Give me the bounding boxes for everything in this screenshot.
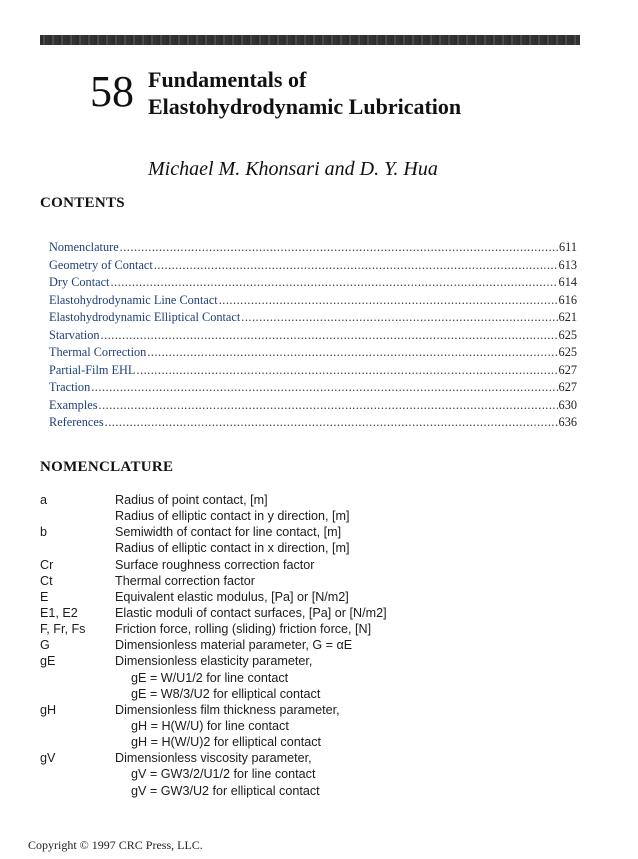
nomenclature-row: [40, 734, 600, 750]
nomenclature-symbol: a: [40, 493, 48, 507]
contents-item-page: 611: [559, 240, 577, 254]
contents-item-page: 627: [558, 362, 577, 377]
nomenclature-definition: Semiwidth of contact for line contact, [m]: [115, 525, 342, 540]
nomenclature-definition: gV = GW3/2/U1/2 for line contact: [131, 767, 316, 782]
contents-leader-dots: [154, 258, 558, 273]
nomenclature-definition: Radius of point contact, [m]: [115, 493, 268, 507]
nomenclature-definition: Radius of elliptic contact in x direction, [m]: [115, 541, 350, 556]
contents-item-label[interactable]: Starvation: [49, 327, 100, 342]
contents-item[interactable]: [49, 345, 577, 363]
nomenclature-symbol: E1, E2: [40, 605, 78, 620]
nomenclature-symbol: [40, 508, 115, 524]
nomenclature-row: [40, 637, 600, 653]
contents-item[interactable]: [49, 380, 577, 398]
nomenclature-heading: NOMENCLATURE: [40, 459, 174, 475]
contents-item-label[interactable]: Geometry of Contact: [49, 257, 153, 272]
nomenclature-symbol: [40, 766, 115, 782]
contents-item[interactable]: [49, 415, 577, 433]
nomenclature-symbol: [40, 718, 115, 734]
contents-item-label[interactable]: Partial-Film EHL: [49, 362, 136, 377]
nomenclature-definition: Thermal correction factor: [115, 573, 255, 588]
contents-item[interactable]: [49, 258, 577, 276]
nomenclature-symbol: b: [40, 525, 48, 540]
nomenclature-row: [40, 573, 600, 589]
nomenclature-definition: gH = H(W/U)2 for elliptical contact: [131, 735, 322, 750]
chapter-title-line2: Elastohydrodynamic Lubrication: [148, 94, 462, 119]
contents-leader-dots: [219, 293, 558, 308]
contents-item-page: 627: [558, 380, 577, 394]
nomenclature-row: [40, 783, 600, 799]
contents-item[interactable]: [49, 240, 577, 258]
nomenclature-definition: gE = W/U1/2 for line contact: [131, 670, 289, 685]
contents-leader-dots: [99, 398, 558, 413]
nomenclature-symbol: [40, 540, 115, 556]
nomenclature-symbol: Ct: [40, 573, 53, 588]
contents-leader-dots: [136, 363, 557, 378]
contents-item-page: 621: [558, 310, 577, 324]
contents-item-page: 636: [558, 415, 577, 429]
nomenclature-symbol: E: [40, 589, 49, 604]
copyright-notice: Copyright © 1997 CRC Press, LLC.: [28, 838, 203, 852]
contents-item[interactable]: [49, 275, 577, 293]
contents-list: [49, 240, 577, 433]
contents-item-page: 625: [558, 345, 577, 359]
contents-item-label[interactable]: Elastohydrodynamic Line Contact: [49, 292, 218, 307]
nomenclature-symbol: F, Fr, Fs: [40, 622, 86, 637]
nomenclature-definition: Radius of elliptic contact in y direction, [m]: [115, 509, 350, 524]
contents-leader-dots: [101, 328, 558, 343]
nomenclature-definition: gE = W8/3/U2 for elliptical contact: [131, 686, 321, 701]
contents-leader-dots: [91, 380, 557, 395]
nomenclature-definition: Surface roughness correction factor: [115, 557, 315, 572]
nomenclature-definition: Equivalent elastic modulus, [Pa] or [N/m2]: [115, 589, 349, 604]
nomenclature-row: [40, 605, 600, 621]
contents-item[interactable]: [49, 363, 577, 381]
contents-item-page: 625: [558, 327, 577, 342]
nomenclature-list: [40, 492, 600, 799]
chapter-title-line1: Fundamentals of: [148, 67, 307, 92]
nomenclature-symbol: gE: [40, 654, 56, 669]
nomenclature-symbol: Cr: [40, 557, 54, 572]
contents-item-page: 630: [558, 397, 577, 412]
nomenclature-row: [40, 540, 600, 556]
nomenclature-definition: Dimensionless viscosity parameter,: [115, 751, 312, 766]
nomenclature-row: [40, 718, 600, 734]
contents-item-label[interactable]: References: [49, 415, 104, 429]
header-rule-bar: [40, 35, 580, 45]
nomenclature-symbol: [40, 783, 115, 799]
contents-leader-dots: [110, 275, 557, 290]
nomenclature-row: [40, 750, 600, 766]
nomenclature-row: [40, 702, 600, 718]
chapter-number: 58: [90, 67, 134, 116]
nomenclature-row: [40, 653, 600, 669]
contents-item[interactable]: [49, 398, 577, 416]
nomenclature-symbol: gH: [40, 702, 57, 717]
contents-item-label[interactable]: Elastohydrodynamic Elliptical Contact: [49, 310, 241, 324]
chapter-authors: Michael M. Khonsari and D. Y. Hua: [148, 158, 438, 180]
contents-item-label[interactable]: Examples: [49, 397, 98, 412]
nomenclature-row: [40, 686, 600, 702]
contents-leader-dots: [105, 415, 558, 430]
nomenclature-symbol: gV: [40, 751, 56, 766]
nomenclature-symbol: G: [40, 638, 50, 653]
nomenclature-row: [40, 621, 600, 637]
contents-item[interactable]: [49, 310, 577, 328]
nomenclature-definition: Dimensionless elasticity parameter,: [115, 654, 313, 669]
contents-item-page: 616: [558, 292, 577, 307]
nomenclature-row: [40, 508, 600, 524]
contents-leader-dots: [120, 240, 558, 255]
nomenclature-symbol: [40, 734, 115, 750]
contents-item-page: 613: [558, 257, 577, 272]
contents-heading: CONTENTS: [40, 195, 125, 211]
nomenclature-symbol: [40, 670, 115, 686]
contents-item-label[interactable]: Traction: [49, 380, 91, 394]
contents-leader-dots: [147, 345, 557, 360]
nomenclature-symbol: [40, 686, 115, 702]
nomenclature-definition: gV = GW3/U2 for elliptical contact: [131, 783, 320, 798]
contents-item-page: 614: [558, 275, 577, 289]
chapter-title: [148, 66, 461, 120]
nomenclature-definition: Friction force, rolling (sliding) friction force, [N]: [115, 622, 372, 637]
contents-item[interactable]: [49, 293, 577, 311]
contents-item-label[interactable]: Dry Contact: [49, 275, 110, 289]
contents-item-label[interactable]: Thermal Correction: [49, 345, 147, 359]
nomenclature-row: [40, 492, 600, 508]
contents-leader-dots: [241, 310, 557, 325]
nomenclature-definition: Elastic moduli of contact surfaces, [Pa] or [N/m2]: [115, 605, 387, 620]
nomenclature-row: [40, 557, 600, 573]
nomenclature-row: [40, 589, 600, 605]
nomenclature-row: [40, 670, 600, 686]
nomenclature-row: [40, 524, 600, 540]
nomenclature-definition: gH = H(W/U) for line contact: [131, 718, 289, 733]
contents-item-label[interactable]: Nomenclature: [49, 240, 119, 254]
nomenclature-row: [40, 766, 600, 782]
nomenclature-definition: Dimensionless material parameter, G = αE: [115, 638, 353, 653]
nomenclature-definition: Dimensionless film thickness parameter,: [115, 702, 340, 717]
contents-item[interactable]: [49, 328, 577, 346]
